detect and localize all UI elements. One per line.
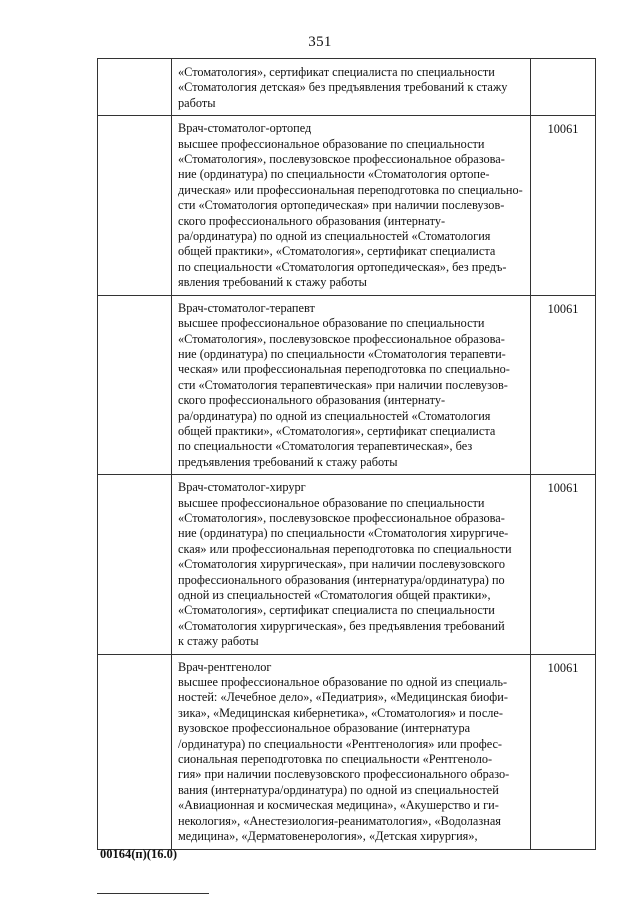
code-cell xyxy=(531,654,596,849)
text-line: «Стоматология», сертификат специалиста по специальности xyxy=(178,65,495,79)
qualification-text xyxy=(172,296,530,474)
empty-cell xyxy=(98,116,172,295)
text-line: по специальности «Стоматология терапевтическая», без xyxy=(178,439,473,454)
qualification-text xyxy=(172,655,530,849)
text-line: к стажу работы xyxy=(178,634,259,649)
text-line: сиональная переподготовка по специальности «Рентгеноло- xyxy=(178,752,493,767)
text-line: вузовское профессиональное образование (интернатура xyxy=(178,721,471,736)
text-line: некология», «Анестезиология-реаниматология», «Водолазная xyxy=(178,813,501,828)
text-line: явления требований к стажу работы xyxy=(178,275,367,290)
text-line: предъявления требований к стажу работы xyxy=(178,454,398,469)
text-line: «Стоматология», послевузовское профессиональное образова- xyxy=(178,331,505,346)
table-row xyxy=(98,59,596,116)
text-line: вания (интернатура/ординатура) по одной из специальностей xyxy=(178,782,499,797)
code-cell xyxy=(531,116,596,295)
text-line: по специальности «Стоматология ортопедическая», без предъ- xyxy=(178,259,507,274)
text-line: «Авиационная и космическая медицина», «Акушерство и ги- xyxy=(178,798,499,813)
text-line: высшее профессиональное образование по специальности xyxy=(178,495,485,510)
empty-cell xyxy=(98,295,172,474)
table-row xyxy=(98,116,596,295)
text-line: общей практики», «Стоматология», сертификат специалиста xyxy=(178,423,496,438)
text-line: ского профессионального образования (интернату- xyxy=(178,213,446,228)
table-row xyxy=(98,295,596,474)
text-line: высшее профессиональное образование по специальности xyxy=(178,136,485,151)
position-code: 10061 xyxy=(547,481,579,496)
page-number: 351 xyxy=(308,34,332,50)
text-line: сти «Стоматология терапевтическая» при наличии послевузов- xyxy=(178,377,508,392)
text-line: дическая» или профессиональная переподготовка по специально- xyxy=(178,182,523,197)
text-line: высшее профессиональное образование по специальности xyxy=(178,316,485,331)
text-line: /ординатура) по специальности «Рентгенология» или профес- xyxy=(178,736,503,751)
text-line: общей практики», «Стоматология», сертификат специалиста xyxy=(178,244,496,259)
text-line: «Стоматология», сертификат специалиста по специальности xyxy=(178,603,495,618)
qualification-table xyxy=(97,58,596,850)
text-line: Врач-стоматолог-терапевт xyxy=(178,300,315,315)
text-line: ние (ординатура) по специальности «Стоматология ортопе- xyxy=(178,167,490,182)
text-line: ская» или профессиональная переподготовка по специальности xyxy=(178,541,512,556)
text-line: Врач-стоматолог-ортопед xyxy=(178,121,312,136)
footer-rule xyxy=(97,893,209,894)
position-code: 10061 xyxy=(547,301,579,316)
text-line: ческая» или профессиональная переподготовка по специально- xyxy=(178,362,510,377)
text-line: ра/ординатура) по одной из специальностей «Стоматология xyxy=(178,408,491,423)
qualification-cell xyxy=(172,116,531,295)
empty-cell xyxy=(98,59,172,116)
text-line: «Стоматология хирургическая», при наличии послевузовского xyxy=(178,557,506,572)
empty-cell xyxy=(98,475,172,654)
qualification-text xyxy=(172,116,530,294)
position-code: 10061 xyxy=(547,660,579,675)
document-code: 00164(п)(16.0) xyxy=(100,847,177,861)
table-row xyxy=(98,475,596,654)
position-code xyxy=(531,59,595,65)
empty-cell xyxy=(98,654,172,849)
text-line: «Стоматология детская» без предъявления требований к стажу xyxy=(178,80,508,95)
text-line: ра/ординатура) по одной из специальностей «Стоматология xyxy=(178,229,491,244)
text-line: «Стоматология хирургическая», без предъявления требований xyxy=(178,618,505,633)
code-cell xyxy=(531,59,596,116)
text-line: гия» при наличии послевузовского профессионального образо- xyxy=(178,767,510,782)
qualification-text xyxy=(172,475,530,653)
qualification-cell xyxy=(172,295,531,474)
text-line: сти «Стоматология ортопедическая» при наличии послевузов- xyxy=(178,198,505,213)
text-line: работы xyxy=(178,95,216,110)
text-line: зика», «Медицинская кибернетика», «Стоматология» и после- xyxy=(178,705,503,720)
position-code: 10061 xyxy=(547,122,579,137)
table-row xyxy=(98,654,596,849)
text-line: «Стоматология», послевузовское профессиональное образова- xyxy=(178,152,505,167)
text-line: Врач-рентгенолог xyxy=(178,659,272,674)
text-line: медицина», «Дерматовенерология», «Детская хирургия», xyxy=(178,829,478,844)
text-line: «Стоматология», послевузовское профессиональное образова- xyxy=(178,510,505,525)
text-line: Врач-стоматолог-хирург xyxy=(178,480,306,495)
code-cell xyxy=(531,295,596,474)
text-line: ского профессионального образования (интернату- xyxy=(178,393,446,408)
qualification-cell xyxy=(172,59,531,116)
qualification-cell xyxy=(172,654,531,849)
qualification-text xyxy=(172,59,530,115)
text-line: ние (ординатура) по специальности «Стоматология терапевти- xyxy=(178,346,506,361)
text-line: ностей: «Лечебное дело», «Педиатрия», «Медицинская биофи- xyxy=(178,690,508,705)
text-line: высшее профессиональное образование по одной из специаль- xyxy=(178,675,508,690)
code-cell xyxy=(531,475,596,654)
text-line: одной из специальностей «Стоматология общей практики», xyxy=(178,588,491,602)
text-line: профессионального образования (интернатура/ординатура) по xyxy=(178,572,505,587)
text-line: ние (ординатура) по специальности «Стоматология хирургиче- xyxy=(178,526,509,541)
qualification-cell xyxy=(172,475,531,654)
